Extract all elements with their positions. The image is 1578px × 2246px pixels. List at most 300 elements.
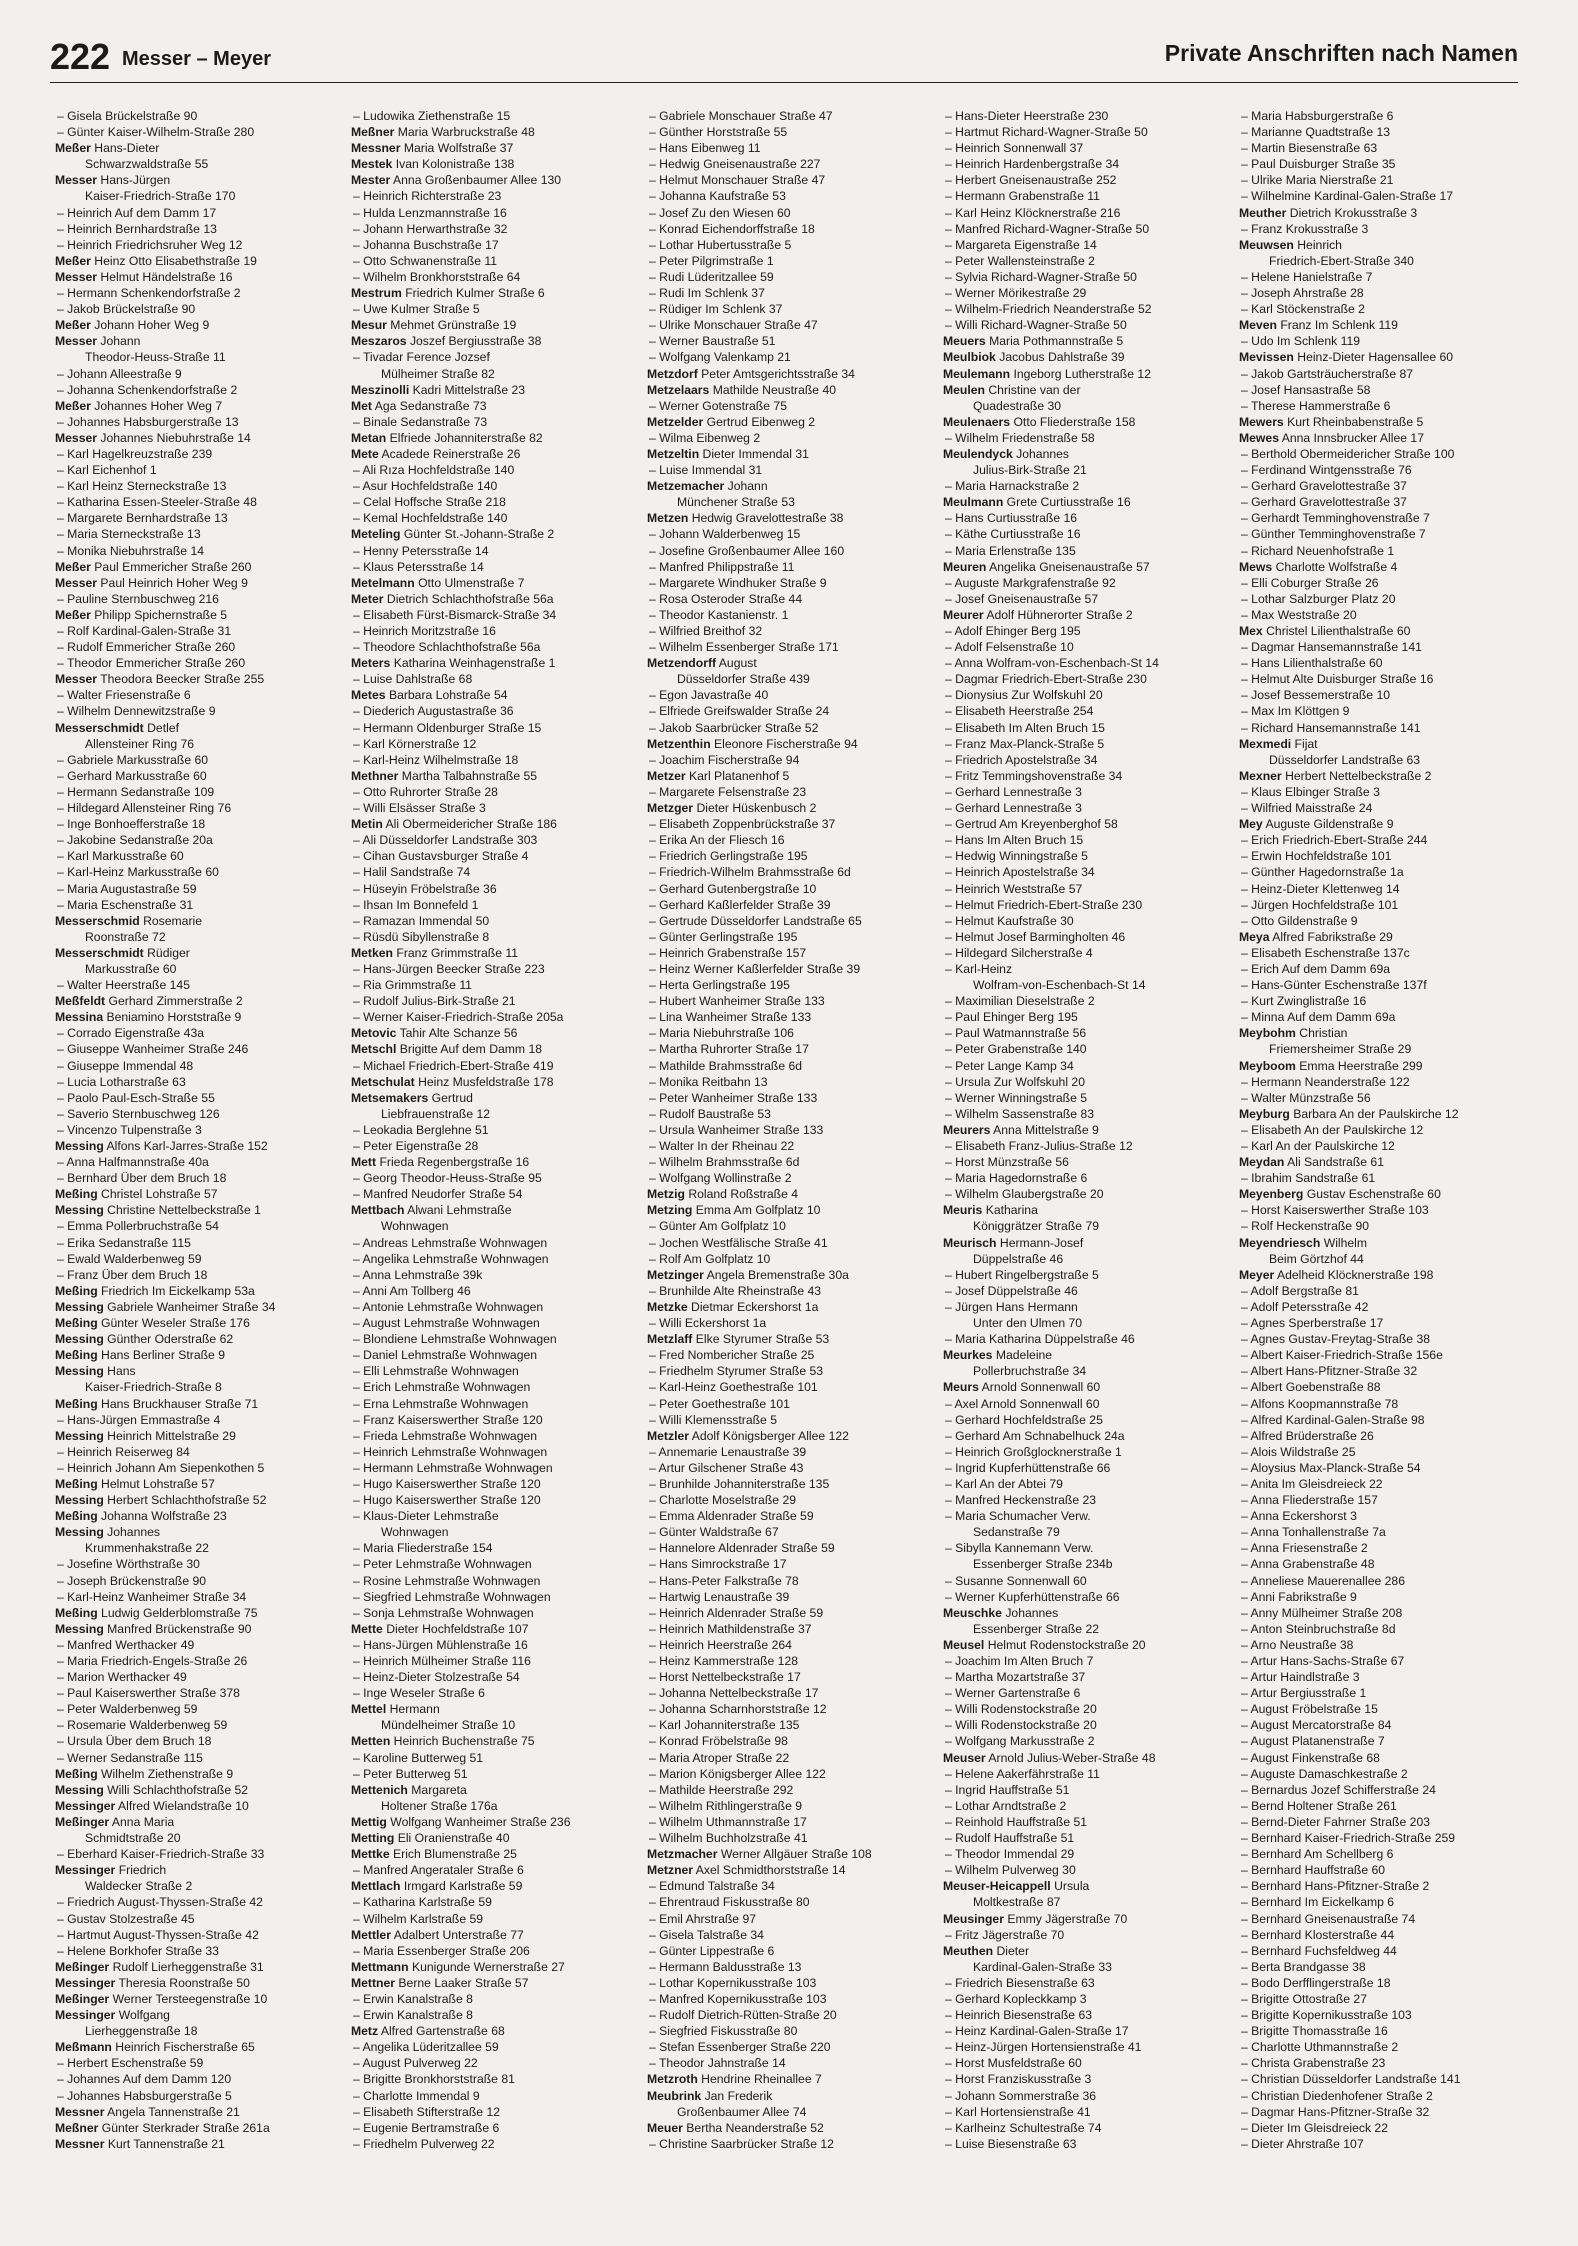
directory-entry (943, 1540, 1225, 1556)
directory-entry (943, 1814, 1225, 1830)
entry-text: – Rüsdü Sibyllenstraße 8 (353, 929, 490, 944)
surname: Messer (55, 575, 98, 590)
entry-text: – Alois Wildstraße 25 (1241, 1444, 1356, 1459)
directory-entry (943, 333, 1225, 349)
entry-text: – Charlotte Uthmannstraße 2 (1241, 2040, 1399, 2055)
entry-text: – Martha Mozartstraße 37 (945, 1670, 1086, 1685)
entry-text: – Maria Katharina Düppelstraße 46 (945, 1332, 1135, 1347)
surname: Messer (55, 269, 98, 284)
entry-text: – Rüdiger Im Schlenk 37 (649, 302, 783, 317)
entry-text: – Heinz Kammerstraße 128 (649, 1654, 799, 1668)
entry-text: – Maria Fliederstraße 154 (353, 1541, 493, 1556)
surname: Meyburg (1239, 1106, 1290, 1121)
entry-text: Hans-Jürgen (100, 173, 171, 188)
entry-text: – Brigitte Ottostraße 27 (1241, 1991, 1367, 2006)
entry-text: – Blondiene Lehmstraße Wohnwagen (353, 1332, 557, 1347)
entry-text: Frieda Regenbergstraße 16 (379, 1155, 530, 1170)
directory-entry (1239, 929, 1521, 945)
entry-text: Beim Görtzhof 44 (1269, 1251, 1364, 1266)
directory-entry (943, 1122, 1225, 1138)
entry-text: – Johannes Habsburgerstraße 5 (57, 2088, 232, 2103)
directory-entry (943, 1090, 1225, 1106)
surname: Mevissen (1239, 350, 1294, 365)
entry-text: – Margarete Bernhardstraße 13 (57, 511, 228, 526)
surname: Meßinger (55, 1959, 110, 1974)
entry-text: – Peter Lehmstraße Wohnwagen (353, 1557, 532, 1572)
directory-entry (351, 2088, 633, 2104)
entry-text: – Berta Brandgasse 38 (1241, 1959, 1366, 1974)
surname: Meulen (943, 382, 985, 397)
entry-text: – Otto Gildenstraße 9 (1241, 913, 1358, 928)
directory-entry (1239, 639, 1521, 655)
entry-text: Hans Bruckhauser Straße 71 (101, 1396, 259, 1411)
surname: Meßing (55, 1396, 98, 1411)
directory-entry (351, 897, 633, 913)
entry-text: – Peter Walderbenweg 59 (57, 1702, 198, 1717)
directory-entry (943, 1299, 1225, 1315)
entry-text: – Kurt Zwinglistraße 16 (1241, 994, 1367, 1009)
entry-text: – Henny Petersstraße 14 (353, 543, 489, 558)
directory-entry (647, 1347, 929, 1363)
entry-text: – Elisabeth Heerstraße 254 (945, 704, 1094, 719)
entry-text: Joszef Bergiusstraße 38 (409, 334, 542, 349)
entry-text: – Artur Gilschener Straße 43 (649, 1460, 804, 1475)
directory-entry (647, 639, 929, 655)
directory-entry (647, 1846, 929, 1862)
directory-entry (647, 897, 929, 913)
entry-text: – Friedrich-Wilhelm Brahmsstraße 6d (649, 865, 851, 880)
entry-text: – Hildegard Silcherstraße 4 (945, 945, 1093, 960)
directory-entry (1239, 1009, 1521, 1025)
directory-entry (1239, 1251, 1521, 1267)
entry-text: Unter den Ulmen 70 (973, 1316, 1083, 1331)
directory-entry (943, 881, 1225, 897)
directory-entry (1239, 446, 1521, 462)
column-3 (647, 108, 929, 2228)
directory-entry (351, 623, 633, 639)
entry-text: – Anna Grabenstraße 48 (1241, 1557, 1375, 1572)
directory-entry (647, 237, 929, 253)
entry-text: – Gabriele Monschauer Straße 47 (649, 109, 833, 123)
entry-text: – Antonie Lehmstraße Wohnwagen (353, 1299, 544, 1314)
entry-text: – Ali Düsseldorfer Landstraße 303 (353, 833, 538, 848)
entry-text: – Inge Bonhoefferstraße 18 (57, 817, 206, 832)
entry-text: – Helmut Josef Barmingholten 46 (945, 929, 1126, 944)
entry-text: – Artur Haindlstraße 3 (1241, 1670, 1360, 1685)
directory-entry (647, 671, 929, 687)
directory-entry (1239, 1653, 1521, 1669)
directory-entry (55, 510, 337, 526)
entry-text: – Bernardus Jozef Schifferstraße 24 (1241, 1782, 1436, 1797)
entry-text: – Willi Rodenstockstraße 20 (945, 1702, 1097, 1717)
surname: Meßner (351, 125, 395, 140)
page-header (50, 34, 1518, 83)
directory-entry (647, 993, 929, 1009)
entry-text: – Erwin Hochfeldstraße 101 (1241, 849, 1392, 864)
directory-entry (1239, 1766, 1521, 1782)
directory-entry (1239, 1782, 1521, 1798)
directory-entry (943, 1685, 1225, 1701)
entry-text: – Bodo Derfflingerstraße 18 (1241, 1975, 1391, 1990)
directory-entry (55, 1782, 337, 1798)
entry-text: – Karl-Heinz Wanheimer Straße 34 (57, 1589, 247, 1604)
entry-text: – Heinz-Dieter Stolzestraße 54 (353, 1670, 520, 1685)
directory-entry (55, 1540, 337, 1556)
directory-entry (351, 1186, 633, 1202)
entry-text: Kaiser-Friedrich-Straße 8 (85, 1380, 222, 1395)
entry-text: – Adolf Felsenstraße 10 (945, 640, 1074, 655)
entry-text: – Friedrich Apostelstraße 34 (945, 752, 1098, 767)
directory-entry (943, 188, 1225, 204)
directory-entry (351, 108, 633, 124)
directory-entry (943, 623, 1225, 639)
entry-text: – Jürgen Hochfeldstraße 101 (1241, 897, 1399, 912)
entry-text: – Halil Sandstraße 74 (353, 865, 471, 880)
surname: Messer (55, 173, 98, 188)
directory-entry (1239, 1556, 1521, 1572)
entry-text: – Manfred Richard-Wagner-Straße 50 (945, 221, 1150, 236)
directory-entry (1239, 1058, 1521, 1074)
directory-entry (55, 1717, 337, 1733)
directory-entry (351, 671, 633, 687)
directory-entry (351, 1106, 633, 1122)
directory-entry (55, 1766, 337, 1782)
surname: Metzroth (647, 2072, 698, 2087)
entry-text: August (718, 656, 757, 671)
surname: Messing (55, 1203, 104, 1218)
surname: Metzdorf (647, 366, 698, 381)
surname: Messner (55, 2136, 105, 2151)
entry-text: – Ehrentraud Fiskusstraße 80 (649, 1895, 810, 1910)
entry-text: – Bernhard Hauffstraße 60 (1241, 1863, 1386, 1878)
directory-entry (1239, 349, 1521, 365)
directory-entry (647, 977, 929, 993)
entry-text: – Heinrich Großglocknerstraße 1 (945, 1444, 1122, 1459)
directory-entry (55, 1106, 337, 1122)
entry-text: Werner Tersteegenstraße 10 (112, 1991, 268, 2006)
directory-entry (943, 1669, 1225, 1685)
directory-entry (943, 2088, 1225, 2104)
directory-entry (351, 2120, 633, 2136)
entry-text: – Dagmar Hans-Pfitzner-Straße 32 (1241, 2104, 1430, 2119)
entry-text: Johannes (1016, 446, 1070, 461)
directory-entry (55, 1605, 337, 1621)
entry-text: – Otto Schwanenstraße 11 (353, 253, 498, 268)
entry-text: – Joseph Brückenstraße 90 (57, 1573, 207, 1588)
entry-text: – Arno Neustraße 38 (1241, 1637, 1354, 1652)
entry-text: – Johanna Nettelbeckstraße 17 (649, 1686, 819, 1701)
entry-text: – Mathilde Brahmsstraße 6d (649, 1058, 803, 1073)
entry-text: – Heinrich Moritzstraße 16 (353, 624, 496, 638)
entry-text: – Günter Am Golfplatz 10 (649, 1219, 786, 1234)
entry-text: – Hugo Kaiserswerther Straße 120 (353, 1493, 541, 1508)
entry-text: – Adolf Ehinger Berg 195 (945, 624, 1081, 638)
surname: Meteling (351, 527, 401, 542)
entry-text: – Hermann Sedanstraße 109 (57, 784, 215, 799)
directory-entry (1239, 188, 1521, 204)
entry-text: Anna Innsbrucker Allee 17 (1281, 430, 1424, 445)
surname: Meßner (55, 2120, 99, 2135)
entry-text: – Werner Kaiser-Friedrich-Straße 205a (353, 1010, 564, 1025)
directory-entry (55, 1701, 337, 1717)
surname: Meven (1239, 318, 1277, 333)
entry-text: – Franz Kaiserswerther Straße 120 (353, 1412, 543, 1427)
directory-entry (1239, 1347, 1521, 1363)
directory-entry (1239, 269, 1521, 285)
directory-entry (1239, 172, 1521, 188)
surname: Mestek (351, 157, 393, 172)
entry-text: Angela Tannenstraße 21 (107, 2104, 240, 2119)
directory-entry (55, 559, 337, 575)
directory-entry (647, 1669, 929, 1685)
entry-text: – Georg Theodor-Heuss-Straße 95 (353, 1171, 542, 1186)
directory-entry (647, 1476, 929, 1492)
directory-entry (647, 1589, 929, 1605)
entry-text: – Wilma Eibenweg 2 (649, 430, 761, 445)
directory-entry (351, 1894, 633, 1910)
directory-entry (1239, 221, 1521, 237)
entry-text: – Wilhelm Pulverweg 30 (945, 1863, 1076, 1878)
directory-entry (55, 1476, 337, 1492)
entry-text: – Heinrich Bernhardstraße 13 (57, 221, 217, 236)
entry-text: – Brunhilde Johanniterstraße 135 (649, 1476, 830, 1491)
entry-text: Axel Schmidthorststraße 14 (695, 1863, 846, 1878)
entry-text: – Frieda Lehmstraße Wohnwagen (353, 1428, 538, 1443)
directory-entry (55, 1991, 337, 2007)
entry-text: Wohnwagen (381, 1219, 449, 1234)
entry-text: – Günther Temminghovenstraße 7 (1241, 527, 1426, 542)
entry-text: Auguste Gildenstraße 9 (1265, 817, 1394, 832)
directory-entry (943, 1894, 1225, 1910)
directory-entry (1239, 1476, 1521, 1492)
entry-text: – Heinrich Johann Am Siepenkothen 5 (57, 1460, 265, 1475)
directory-entry (1239, 1218, 1521, 1234)
entry-text: – Wilhelm Bronkhorststraße 64 (353, 269, 521, 284)
directory-entry (351, 317, 633, 333)
entry-text: – Eugenie Bertramstraße 6 (353, 2120, 500, 2135)
entry-text: – Gerhard Gravelottestraße 37 (1241, 495, 1407, 510)
entry-text: – Jakob Gartsträucherstraße 87 (1241, 366, 1414, 381)
directory-entry (1239, 1492, 1521, 1508)
directory-entry (55, 1090, 337, 1106)
directory-entry (55, 2120, 337, 2136)
directory-entry (647, 1299, 929, 1315)
entry-text: – Hans-Peter Falkstraße 78 (649, 1573, 799, 1588)
directory-entry (351, 1943, 633, 1959)
directory-entry (55, 366, 337, 382)
directory-entry (943, 2055, 1225, 2071)
directory-entry (55, 1428, 337, 1444)
surname: Meßer (55, 318, 91, 333)
surname: Metzelder (647, 414, 704, 429)
surname: Meßer (55, 398, 91, 413)
entry-text: – Karoline Butterweg 51 (353, 1750, 484, 1765)
entry-text: – Klaus Elbinger Straße 3 (1241, 784, 1380, 799)
directory-entry (943, 1589, 1225, 1605)
directory-entry (55, 720, 337, 736)
directory-entry (1239, 2136, 1521, 2152)
entry-text: – Helene Hanielstraße 7 (1241, 269, 1373, 284)
directory-entry (647, 848, 929, 864)
directory-entry (647, 1653, 929, 1669)
directory-entry (943, 720, 1225, 736)
entry-text: – Rudolf Dietrich-Rütten-Straße 20 (649, 2008, 837, 2023)
directory-entry (647, 510, 929, 526)
directory-entry (943, 768, 1225, 784)
directory-columns (55, 108, 1523, 2228)
entry-text: Mülheimer Straße 82 (381, 366, 495, 381)
directory-entry (647, 526, 929, 542)
entry-text: – Gerhardt Temminghovenstraße 7 (1241, 511, 1430, 526)
directory-entry (351, 1846, 633, 1862)
entry-text: – Therese Hammerstraße 6 (1241, 398, 1391, 413)
entry-text: Mündelheimer Straße 10 (381, 1718, 516, 1733)
entry-text: – Horst Nettelbeckstraße 17 (649, 1670, 801, 1685)
entry-text: – Dagmar Hansemannstraße 141 (1241, 640, 1422, 655)
entry-text: – Auguste Damaschkestraße 2 (1241, 1766, 1408, 1781)
entry-text: – Ursula Über dem Bruch 18 (57, 1734, 212, 1749)
directory-entry (55, 1218, 337, 1234)
directory-entry (943, 2071, 1225, 2087)
entry-text: – Ursula Wanheimer Straße 133 (649, 1122, 824, 1137)
entry-text: – Bernd-Dieter Fahrner Straße 203 (1241, 1814, 1430, 1829)
entry-text: – Franz Über dem Bruch 18 (57, 1267, 208, 1282)
entry-text: – Gabriele Markusstraße 60 (57, 752, 209, 767)
directory-entry (943, 703, 1225, 719)
directory-entry (351, 736, 633, 752)
directory-entry (647, 1058, 929, 1074)
directory-entry (1239, 1154, 1521, 1170)
entry-text: Heinrich Fischerstraße 65 (115, 2040, 255, 2055)
entry-text: Grete Curtiusstraße 16 (1006, 495, 1131, 510)
entry-text: – Erna Lehmstraße Wohnwagen (353, 1396, 529, 1411)
directory-entry (351, 1975, 633, 1991)
directory-entry (351, 285, 633, 301)
entry-text: – Ewald Walderbenweg 59 (57, 1251, 202, 1266)
directory-entry (351, 124, 633, 140)
entry-text: – Werner Kupferhüttenstraße 66 (945, 1589, 1120, 1604)
surname: Meßinger (55, 1991, 110, 2006)
entry-text: Angela Bremenstraße 30a (706, 1267, 849, 1282)
entry-text: – Manfred Philippstraße 11 (649, 559, 795, 574)
directory-entry (351, 1782, 633, 1798)
entry-text: Christel Lohstraße 57 (101, 1187, 218, 1202)
entry-text: – Adolf Petersstraße 42 (1241, 1299, 1369, 1314)
entry-text: – Peter Butterweg 51 (353, 1766, 468, 1781)
directory-entry (647, 1782, 929, 1798)
directory-entry (55, 816, 337, 832)
entry-text: – Johann Alleestraße 9 (57, 366, 182, 381)
surname: Meuers (943, 334, 986, 349)
entry-text: – Ludowika Ziethenstraße 15 (353, 109, 511, 123)
entry-text: Essenberger Straße 234b (973, 1557, 1113, 1572)
entry-text: Heinz Otto Elisabethstraße 19 (94, 253, 257, 268)
entry-text: Wolfgang Wanheimer Straße 236 (390, 1814, 571, 1829)
entry-text: – Elisabeth An der Paulskirche 12 (1241, 1122, 1424, 1137)
directory-entry (351, 269, 633, 285)
directory-entry (1239, 1508, 1521, 1524)
directory-entry (351, 494, 633, 510)
entry-text: Theodor-Heuss-Straße 11 (85, 350, 226, 365)
directory-entry (943, 736, 1225, 752)
directory-entry (647, 188, 929, 204)
directory-entry (647, 623, 929, 639)
directory-entry (647, 559, 929, 575)
directory-entry (943, 398, 1225, 414)
entry-text: – Elisabeth Im Alten Bruch 15 (945, 720, 1105, 735)
entry-text: – Rolf Heckenstraße 90 (1241, 1219, 1370, 1234)
directory-entry (1239, 2039, 1521, 2055)
entry-text: – Marion Königsberger Allee 122 (649, 1766, 826, 1781)
surname: Mettke (351, 1847, 390, 1862)
directory-entry (55, 2023, 337, 2039)
directory-entry (943, 1556, 1225, 1572)
entry-text: – Fritz Jägerstraße 70 (945, 1927, 1065, 1942)
directory-entry (351, 301, 633, 317)
directory-entry (1239, 2120, 1521, 2136)
directory-entry (55, 2088, 337, 2104)
directory-entry (55, 1878, 337, 1894)
surname: Met (351, 398, 372, 413)
directory-entry (647, 430, 929, 446)
entry-text: – Ali Rıza Hochfeldstraße 140 (353, 463, 515, 478)
entry-text: Kardinal-Galen-Straße 33 (973, 1959, 1112, 1974)
entry-text: – Wilhelm-Friedrich Neanderstraße 52 (945, 302, 1152, 317)
directory-entry (943, 1621, 1225, 1637)
surname: Meuser (943, 1750, 986, 1765)
entry-text: – Johanna Kaufstraße 53 (649, 189, 786, 204)
entry-text: – Kemal Hochfeldstraße 140 (353, 511, 508, 526)
entry-text: – Elisabeth Franz-Julius-Straße 12 (945, 1139, 1133, 1153)
entry-text: – Bernd Holtener Straße 261 (1241, 1798, 1397, 1813)
directory-entry (1239, 1202, 1521, 1218)
directory-entry (647, 285, 929, 301)
entry-text: – Bernhard Über dem Bruch 18 (57, 1171, 227, 1186)
entry-text: – Charlotte Immendal 9 (353, 2088, 480, 2103)
entry-text: Tahir Alte Schanze 56 (399, 1026, 518, 1041)
surname: Meusel (943, 1637, 985, 1652)
directory-entry (351, 864, 633, 880)
entry-text: Großenbaumer Allee 74 (677, 2104, 807, 2119)
entry-text: Barbara Lohstraße 54 (388, 688, 508, 703)
entry-text: – Erika Sedanstraße 115 (57, 1235, 191, 1250)
entry-text: Katharina Weinhagenstraße 1 (393, 656, 556, 671)
directory-entry (351, 414, 633, 430)
surname: Mette (351, 1621, 383, 1636)
entry-text: – Brunhilde Alte Rheinstraße 43 (649, 1283, 822, 1298)
surname: Meßing (55, 1283, 98, 1298)
entry-text: Wohnwagen (381, 1525, 449, 1540)
directory-entry (1239, 1943, 1521, 1959)
surname: Messing (55, 1299, 104, 1314)
directory-entry (55, 703, 337, 719)
directory-entry (55, 1589, 337, 1605)
surname: Messner (351, 141, 401, 156)
surname: Mesur (351, 318, 387, 333)
entry-text: – Sylvia Richard-Wagner-Straße 50 (945, 269, 1137, 284)
directory-entry (647, 1830, 929, 1846)
entry-text: – Egon Javastraße 40 (649, 688, 769, 703)
entry-text: – Vincenzo Tulpenstraße 3 (57, 1122, 202, 1137)
directory-entry (351, 2023, 633, 2039)
entry-text: – August Finkenstraße 68 (1241, 1750, 1380, 1765)
directory-entry (55, 687, 337, 703)
entry-text: – Hans-Jürgen Beecker Straße 223 (353, 961, 545, 976)
directory-entry (647, 366, 929, 382)
entry-text: – Helmut Alte Duisburger Straße 16 (1241, 672, 1434, 687)
surname: Meßer (55, 607, 91, 622)
surname: Mettel (351, 1702, 387, 1717)
